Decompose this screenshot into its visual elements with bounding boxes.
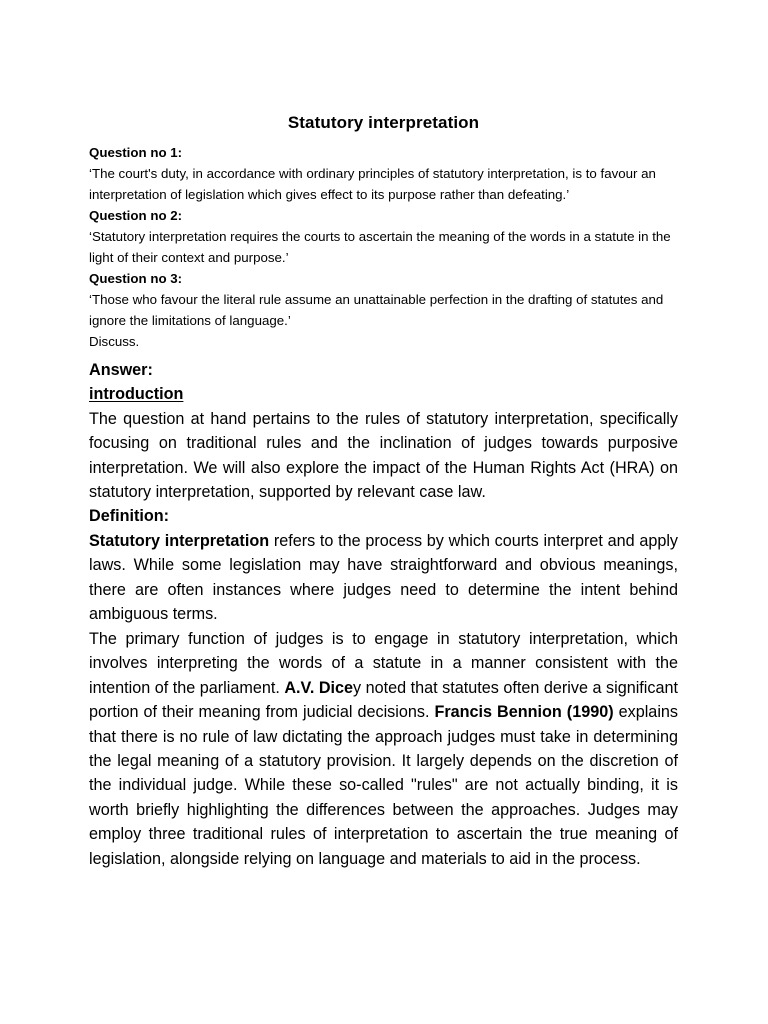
document-content [89,112,678,871]
question-2-text: ‘Statutory interpretation requires the courts to ascertain the meaning of the words in a statute in the light of their context and purpose.’ [89,228,671,265]
citation-francis-bennion: Francis Bennion (1990) [434,703,614,722]
question-3-text: ‘Those who favour the literal rule assume an unattainable perfection in the drafting of statutes and ignore the limitations of language.’ [89,291,664,328]
introduction-heading: introduction [89,385,184,404]
citation-av-dicey: A.V. Dice [284,678,354,697]
definition-lead-term: Statutory interpretation [89,531,270,550]
definition-paragraph [89,529,678,627]
answer-section [89,358,678,872]
question-1-text: ‘The court's duty, in accordance with ordinary principles of statutory interpretation, is to favour an interpretation of legislation which gives effect to its purpose rather than defeating.’ [89,165,656,202]
primary-function-paragraph [89,627,678,872]
question-3-heading: Question no 3: [89,270,183,286]
page-title: Statutory interpretation [287,113,480,132]
discuss-instruction: Discuss. [89,333,140,349]
primary-function-text-3: explains that there is no rule of law dictating the approach judges must take in determining the legal meaning of a statutory provision. It largely depends on the discretion of the individual judge. While these so-called "rules" are not actually binding, it is worth briefly highlighting the differences between the approaches. Judges may employ three traditional rules of interpretation to ascertain the true meaning of legislation, alongside relying on language and materials to aid in the process. [89,703,679,868]
primary-function-text-2: y noted that statutes often derive a significant portion of their meaning from judicial decisions. [89,678,678,722]
definition-paragraph-body: refers to the process by which courts interpret and apply laws. While some legislation may have straightforward and obvious meanings, there are often instances where judges need to determine the intent behind ambiguous terms. [89,531,679,624]
definition-heading: Definition: [89,507,170,526]
question-1-heading: Question no 1: [89,144,183,160]
question-2-heading: Question no 2: [89,207,183,223]
primary-function-text-1: The primary function of judges is to engage in statutory interpretation, which involves interpreting the words of a statute in a manner consistent with the intention of the parliament. [89,629,678,697]
answer-heading: Answer: [89,360,153,379]
introduction-paragraph: The question at hand pertains to the rules of statutory interpretation, specifically focusing on traditional rules and the inclination of judges towards purposive interpretation. We will also explore the impact of the Human Rights Act (HRA) on statutory interpretation, supported by relevant case law. [89,409,678,502]
questions-section [89,142,678,352]
